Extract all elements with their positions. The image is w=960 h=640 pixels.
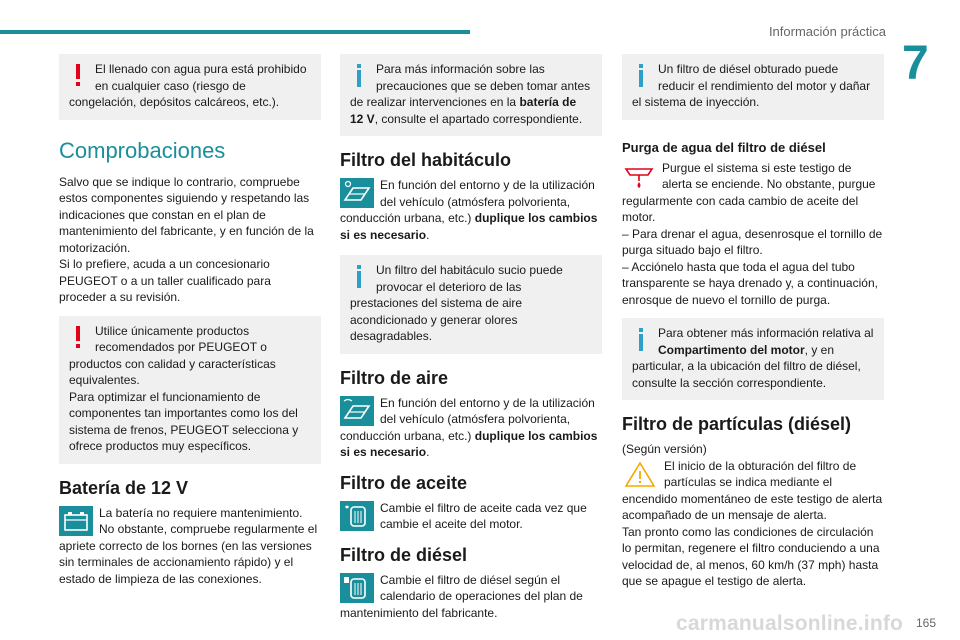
column-3 — [622, 54, 884, 590]
info-text-a: Para obtener más información relativa al — [658, 326, 874, 340]
particulas-text-1: El inicio de la obturación del filtro de partículas se indica mediante el encendido momentáneo de este testigo de alerta acompañado de un mensaje de alerta. — [622, 458, 883, 522]
comprobaciones-text-2: Si lo prefiere, acuda a un concesionario PEUGEOT o a un taller cualificado para proceder a su revisión. — [59, 257, 271, 304]
info-text-bold: Compartimento del motor — [658, 342, 805, 357]
heading-bateria: Batería de 12 V — [59, 477, 189, 498]
heading-filtro-habitaculo: Filtro del habitáculo — [340, 150, 512, 170]
bateria-text: La batería no requiere mantenimiento. No obstante, compruebe regularmente el apriete correcto de los bornes (en las versiones sin terminales de accionamiento rápido) y el estado de limpieza de las conexiones. — [59, 505, 318, 586]
column-2 — [340, 54, 602, 633]
aire-text-a: En función del entorno y de la utilización del vehículo (atmósfera polvorienta, conducción urbana, etc.) — [340, 395, 595, 443]
aceite-text: Cambie el filtro de aceite cada vez que cambie el aceite del motor. — [380, 500, 587, 531]
habitaculo-text-a: En función del entorno y de la utilización del vehículo (atmósfera polvorienta, conducción urbana, etc.) — [340, 178, 595, 225]
purga-text-1: Purgue el sistema si este testigo de alerta se enciende. No obstante, purgue regularmente con cada cambio de aceite del motor. — [622, 160, 876, 224]
particle-filter-warning-icon — [622, 459, 658, 489]
purga-text-3: – Acciónelo hasta que toda el agua del tubo transparente se haya drenado y, a continuación, enrosque de nuevo el tornillo de purga. — [622, 259, 878, 307]
info-icon — [632, 325, 652, 353]
info-text-bold: batería de 12 V — [350, 95, 577, 126]
info-icon — [350, 262, 370, 290]
particulas-block — [622, 458, 884, 590]
info-text-c: , y en particular, a la ubicación del filtro de diésel, consulte la sección correspondiente. — [632, 342, 861, 390]
diesel-filter-icon — [340, 573, 374, 603]
page-number: 165 — [915, 616, 936, 630]
air-filter-icon — [340, 396, 374, 426]
diesel-block — [340, 572, 602, 622]
info-icon — [632, 61, 652, 89]
info-icon — [350, 61, 370, 89]
warning-exclamation-icon — [69, 61, 89, 89]
info-text-c: , consulte el apartado correspondiente. — [374, 111, 583, 126]
aire-block — [340, 395, 602, 461]
diesel-text: Cambie el filtro de diésel según el calendario de operaciones del plan de mantenimiento del fabricante. — [340, 572, 583, 620]
aire-text-bold: duplique los cambios si es necesario — [340, 428, 598, 459]
cabin-filter-icon — [340, 178, 374, 208]
warning-box-water — [59, 54, 321, 120]
header-accent-bar — [0, 30, 470, 34]
column-1 — [59, 54, 321, 599]
watermark: carmanualsonline.info — [676, 612, 904, 635]
purga-text-2: – Para drenar el agua, desenrosque el tornillo de purga situado bajo el filtro. — [622, 226, 883, 257]
warning-text-2: Para optimizar el funcionamiento de componentes tan importantes como los del sistema de frenos, PEUGEOT selecciona y ofrece productos muy específicos. — [69, 389, 299, 453]
warning-text-1: Utilice únicamente productos recomendados por PEUGEOT o productos con calidad y características equivalentes. — [69, 323, 276, 387]
bateria-block — [59, 505, 321, 588]
info-box-engine-compartment — [622, 318, 884, 400]
heading-purga: Purga de agua del filtro de diésel — [622, 139, 826, 155]
section-title: Información práctica — [768, 24, 886, 39]
habitaculo-text-c: . — [426, 227, 430, 242]
warning-text: El llenado con agua pura está prohibido en cualquier caso (riesgo de congelación, depósitos calcáreos, etc.). — [69, 62, 307, 109]
purga-block — [622, 160, 884, 309]
heading-filtro-aceite: Filtro de aceite — [340, 472, 468, 493]
water-in-diesel-warning-icon — [622, 161, 656, 191]
warning-exclamation-icon — [69, 323, 89, 351]
heading-filtro-aire: Filtro de aire — [340, 367, 449, 388]
heading-filtro-diesel: Filtro de diésel — [340, 544, 468, 565]
info-text: Un filtro de diésel obturado puede reducir el rendimiento del motor y dañar el sistema de inyección. — [632, 62, 871, 109]
habitaculo-text-bold: duplique los cambios si es necesario — [340, 211, 598, 242]
info-box-diesel-filter — [622, 54, 884, 120]
heading-filtro-particulas: Filtro de partículas (diésel) — [622, 414, 852, 434]
info-text-a: Para más información sobre las precauciones que se deben tomar antes de realizar intervenciones en la — [350, 62, 591, 109]
comprobaciones-text-1: Salvo que se indique lo contrario, compruebe estos componentes siguiendo y respetando las indicaciones que constan en el plan de mantenimiento del fabricante, y en función de la motorización. — [59, 174, 314, 255]
info-box-battery — [340, 54, 602, 136]
version-note: (Según versión) — [622, 442, 707, 456]
habitaculo-block — [340, 177, 602, 243]
battery-icon — [59, 506, 93, 536]
info-text: Un filtro del habitáculo sucio puede provocar el deterioro de las prestaciones del sistema de aire acondicionado y generar olores desagradables. — [350, 263, 563, 343]
info-box-cabin-filter — [340, 255, 602, 354]
aceite-block — [340, 500, 602, 533]
particulas-text-2: Tan pronto como las condiciones de circulación lo permitan, regenere el filtro conduciendo a una velocidad de, al menos, 60 km/h (37 mph) hasta que se apague el testigo de alerta. — [622, 524, 880, 588]
oil-filter-icon — [340, 501, 374, 531]
chapter-number: 7 — [902, 37, 929, 90]
heading-comprobaciones: Comprobaciones — [59, 137, 226, 163]
warning-box-products — [59, 316, 321, 464]
aire-text-c: . — [426, 445, 430, 459]
